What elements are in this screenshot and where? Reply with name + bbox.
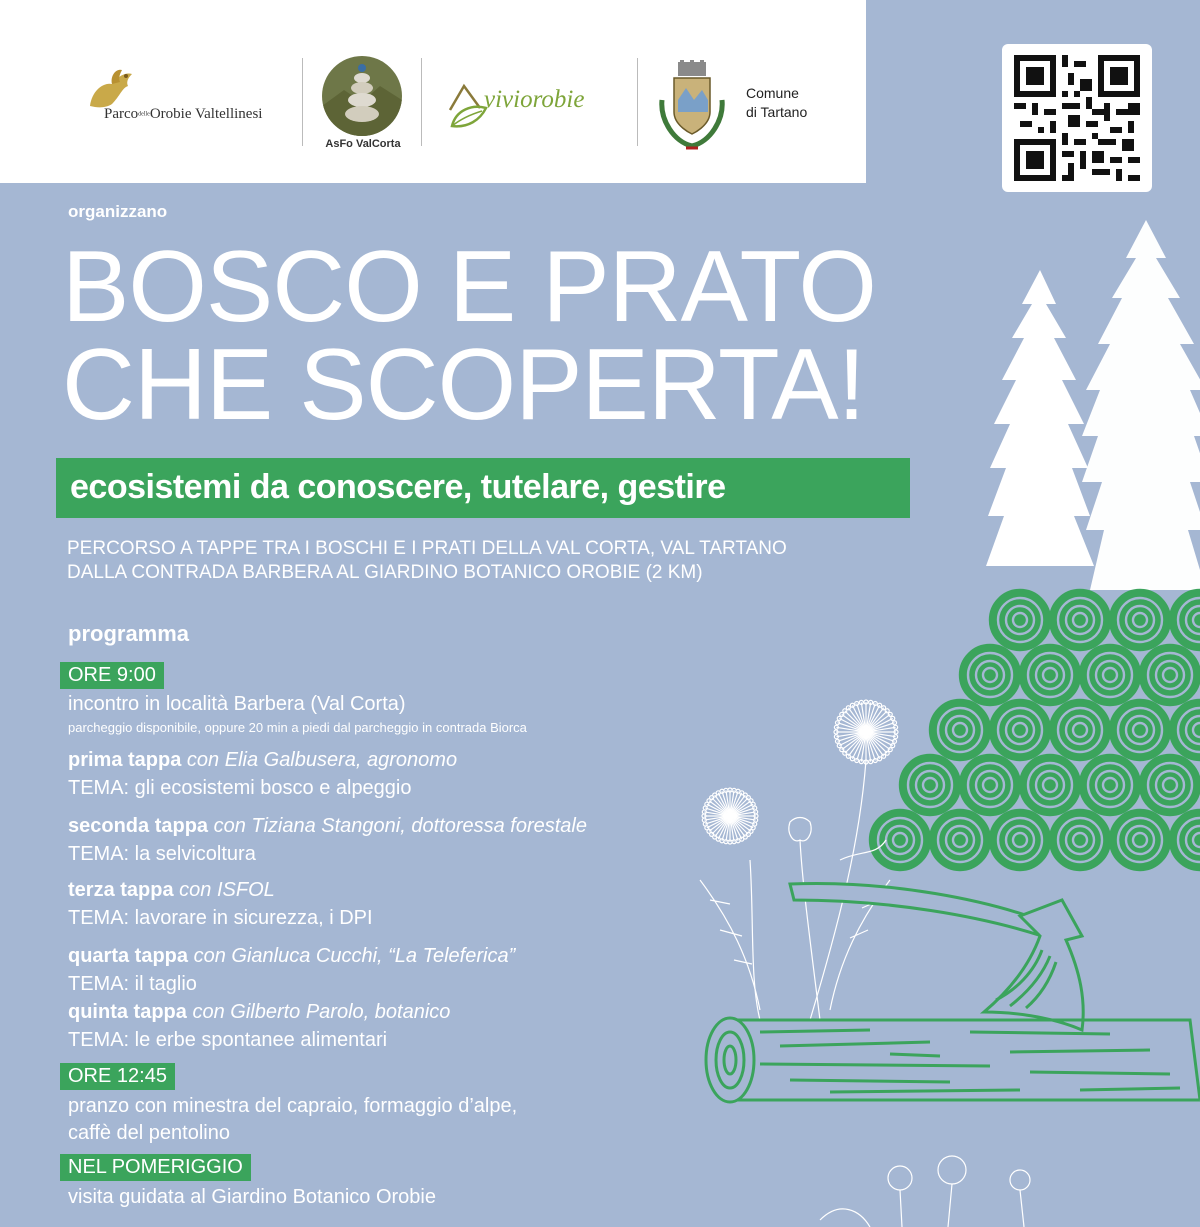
log-icon [706,1018,1200,1102]
log-end [990,700,1050,760]
log-end [1050,590,1110,650]
axe-icon [790,883,1083,1030]
fir-trees-icon [986,220,1200,590]
comune-text [746,84,807,122]
log-end [930,810,990,870]
log-end [1080,755,1140,815]
stage-title [68,815,587,838]
logo-header [0,0,866,183]
title-line2: CHE SCOPERTA! [62,329,865,441]
dandelion-icon [700,700,898,1020]
log-end [1110,590,1170,650]
parking-note: parcheggio disponibile, oppure 20 min a piedi dal parcheggio in contrada Biorca [68,720,527,735]
cairn-icon [322,56,402,136]
subtitle-banner [56,458,910,518]
meeting-point: incontro in località Barbera (Val Corta) [68,693,406,715]
log-end [1140,755,1200,815]
stage-theme: TEMA: lavorare in sicurezza, i DPI [68,907,373,929]
stage-title [68,945,515,968]
route-line1: PERCORSO A TAPPE TRA I BOSCHI E I PRATI DELLA VAL CORTA, VAL TARTANO [67,538,787,559]
stage-title [68,1001,450,1024]
time-badge: NEL POMERIGGIO [60,1154,251,1181]
log-end [1020,645,1080,705]
log-end [1050,810,1110,870]
comune-line2: di Tartano [746,104,808,120]
stage-guide: con Tiziana Stangoni, dottoressa forestale [213,815,587,837]
wildflowers-icon [820,1156,1030,1227]
log-end [1170,700,1200,760]
viviorobie-logo [446,78,626,138]
title-line1: BOSCO E PRATO [62,231,876,343]
stage-theme: TEMA: il taglio [68,973,197,995]
programme-heading: programma [68,621,190,646]
stage-name: terza tappa [68,879,174,901]
stage-guide: con Gianluca Cucchi, “La Teleferica” [193,945,516,967]
logo-divider [421,58,422,146]
comune-tartano-logo [656,60,846,156]
lunch-line1: pranzo con minestra del capraio, formaggio d’alpe, [68,1095,518,1117]
time-badge: ORE 12:45 [60,1063,175,1090]
stage-title [68,749,457,772]
log-end [900,755,960,815]
route-description [67,537,787,585]
stage-guide: con ISFOL [179,879,275,901]
log-end [1050,700,1110,760]
time-badge: ORE 9:00 [60,662,164,689]
qr-code[interactable] [1002,44,1152,192]
log-end [990,590,1050,650]
stage-name: seconda tappa [68,815,209,837]
afternoon-visit: visita guidata al Giardino Botanico Orobie [68,1186,436,1208]
lunch-line2: caffè del pentolino [68,1122,230,1144]
asfo-valcorta-logo [320,56,406,152]
log-end [870,810,930,870]
logo-divider [302,58,303,146]
coat-of-arms-icon [656,60,728,156]
log-end [960,755,1020,815]
log-end [1110,700,1170,760]
asfo-label: AsFo ValCorta [325,138,401,150]
log-end [1140,645,1200,705]
stage-name: quinta tappa [68,1001,187,1023]
log-end [930,700,990,760]
subtitle: ecosistemi da conoscere, tutelare, gestire [70,468,726,506]
qr-code-icon [1014,55,1140,181]
stage-title [68,879,275,902]
log-end [1170,590,1200,650]
parco-orobie-logo [82,66,282,136]
route-line2: DALLA CONTRADA BARBERA AL GIARDINO BOTANICO OROBIE (2 KM) [67,562,703,583]
event-title [62,231,876,441]
log-end [990,810,1050,870]
stage-theme: TEMA: gli ecosistemi bosco e alpeggio [68,777,412,799]
stage-theme: TEMA: le erbe spontanee alimentari [68,1029,388,1051]
log-end [960,645,1020,705]
stage-name: quarta tappa [68,945,189,967]
log-end [1110,810,1170,870]
grouse-icon [82,66,142,111]
parco-logo-text: ParcodelleOrobie Valtellinesi [104,106,263,122]
comune-line1: Comune [746,85,799,101]
organizers-label: organizzano [68,202,168,221]
stage-guide: con Gilberto Parolo, botanico [192,1001,451,1023]
stage-name: prima tappa [68,749,182,771]
log-end [1020,755,1080,815]
stage-theme: TEMA: la selvicoltura [68,843,256,865]
logo-divider [637,58,638,146]
viviorobie-text: viviorobie [484,86,585,113]
log-end [1080,645,1140,705]
log-end [1170,810,1200,870]
log-pile-icon [870,590,1200,870]
stage-guide: con Elia Galbusera, agronomo [186,749,458,771]
